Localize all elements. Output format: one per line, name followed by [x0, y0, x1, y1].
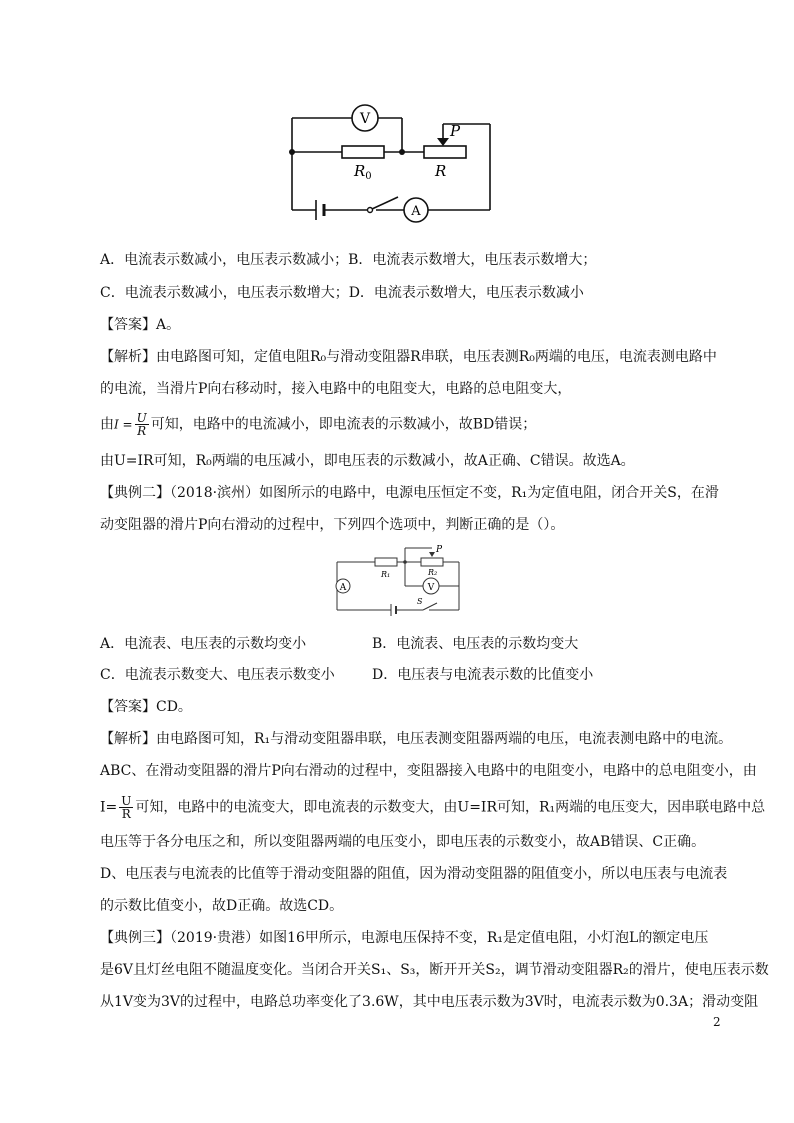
q2-explanation-line2: ABC、在滑动变阻器的滑片P向右滑动的过程中，变阻器接入电路中的电阻变小，电路中的总电阻变小，由: [100, 763, 757, 779]
q1-answer: 【答案】A。: [100, 317, 181, 333]
q2-explanation-line6: 的示数比值变小，故D正确。故选CD。: [100, 898, 344, 914]
page-number: 2: [713, 1015, 721, 1029]
r1-label: R₁: [381, 570, 391, 579]
q2-explanation-line4: 电压等于各分电压之和，所以变阻器两端的电压变小，即电压表的示数变小，故AB错误、C正确。: [100, 834, 706, 850]
q2-option-c: C．电流表示数变大、电压表示数变小: [100, 667, 335, 683]
q3-stem-line3: 从1V变为3V的过程中，电路总功率变化了3.6W，其中电压表示数为3V时，电流表示数为0.3A；滑动变阻: [100, 994, 759, 1010]
r2-label: R₂: [428, 568, 438, 577]
fraction-u-over-r: $\frac{U}{R}$: [121, 794, 132, 821]
circuit-diagram-1: [280, 100, 510, 225]
q3-stem-line2: 是6V且灯丝电阻不随温度变化。当闭合开关S₁、S₃，断开开关S₂，调节滑动变阻器R₂的滑片，使电压表示数: [100, 962, 769, 978]
q2-stem-line1: 【典例二】（2018·滨州）如图所示的电路中，电源电压恒定不变，R₁为定值电阻，闭合开关S，在滑: [100, 485, 719, 501]
slider-label: P: [450, 122, 461, 140]
voltmeter-label: V: [359, 111, 371, 127]
q1-explanation-line1: 【解析】由电路图可知，定值电阻R₀与滑动变阻器R串联，电压表测R₀两端的电压，电流表测电路中: [100, 349, 717, 365]
q2-answer: 【答案】CD。: [100, 699, 192, 715]
q3-stem-line1: 【典例三】（2019·贵港）如图16甲所示，电源电压保持不变，R₁是定值电阻，小灯泡L的额定电压: [100, 930, 709, 946]
voltmeter-label: V: [427, 583, 435, 593]
q1-explanation-line2: 的电流，当滑片P向右移动时，接入电路中的电阻变大，电路的总电阻变大，: [100, 381, 572, 397]
slider-label: P: [436, 545, 443, 555]
q2-explanation-line3: I= $\frac{U}{R}$ 可知，电路中的电流变大，即电流表的示数变大，由U=IR可知，R₁两端的电压变大，因串联电路中总: [100, 794, 766, 821]
circuit-diagram-2: [325, 540, 465, 620]
q2-option-d: D．电压表与电流表示数的比值变小: [372, 667, 594, 683]
q2-option-b: B．电流表、电压表的示数均变大: [372, 636, 579, 652]
q2-explanation-line1: 【解析】由电路图可知，R₁与滑动变阻器串联，电压表测变阻器两端的电压，电流表测电路中的电流。: [100, 731, 733, 747]
fraction-u-over-r: $\frac{U}{R}$: [136, 411, 147, 438]
r-label: R: [435, 162, 447, 180]
q1-explanation-line4: 由U=IR可知，R₀两端的电压减小，即电压表的示数减小，故A正确、C错误。故选A。: [100, 453, 635, 469]
q1-options-cd: C．电流表示数减小，电压表示数增大；D．电流表示数增大，电压表示数减小: [100, 285, 584, 301]
q2-stem-line2: 动变阻器的滑片P向右滑动的过程中，下列四个选项中，判断正确的是（）。: [100, 517, 565, 533]
switch-label: S: [417, 597, 423, 606]
ammeter-label: A: [339, 583, 347, 593]
q2-explanation-line5: D、电压表与电流表的比值等于滑动变阻器的阻值，因为滑动变阻器的阻值变小，所以电压表与电流表: [100, 866, 728, 882]
q1-options-ab: A．电流表示数减小，电压表示数减小；B．电流表示数增大，电压表示数增大；: [100, 252, 597, 268]
q2-option-a: A．电流表、电压表的示数均变小: [100, 636, 307, 652]
q1-explanation-line3: 由I = $\frac{U}{R}$ 可知，电路中的电流减小，即电流表的示数减小，故BD错误；: [100, 411, 537, 438]
r0-label: $R_0$: [354, 162, 372, 182]
ammeter-label: A: [411, 204, 421, 219]
